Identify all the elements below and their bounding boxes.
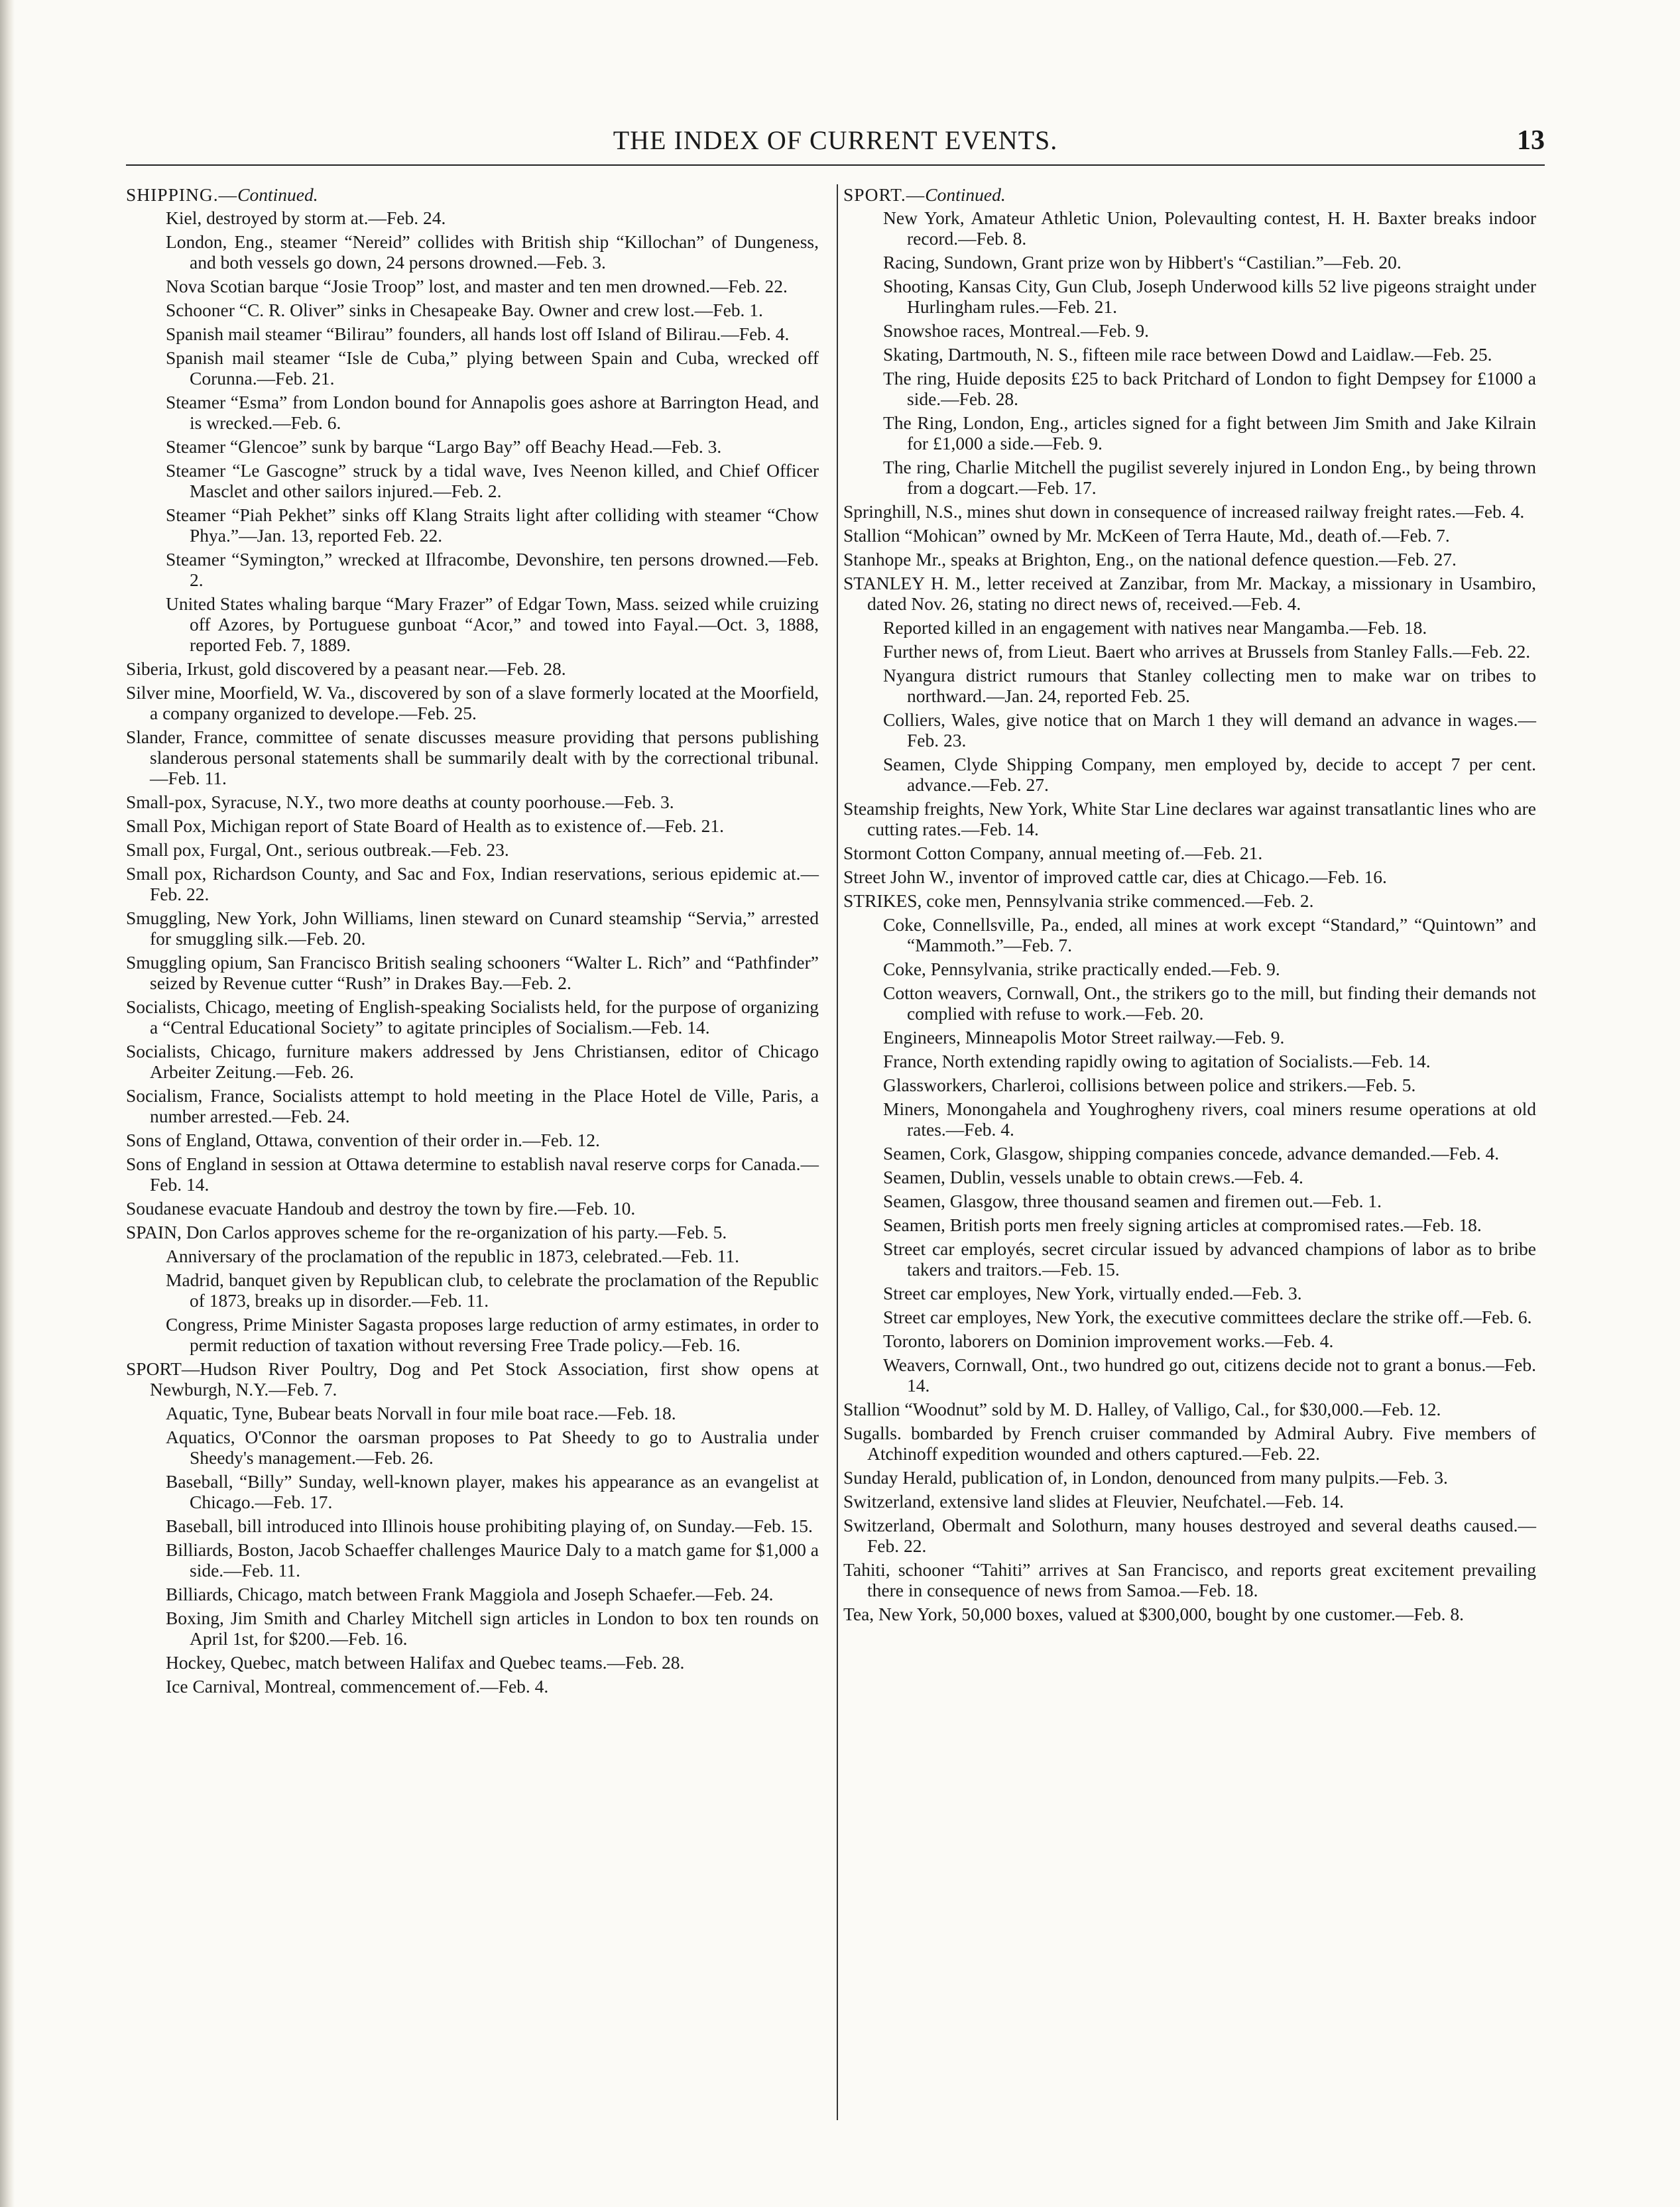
- section-heading: [126, 184, 819, 205]
- section-heading-label: SPORT.—: [843, 184, 926, 205]
- index-subentry: Shooting, Kansas City, Gun Club, Joseph Underwood kills 52 live pigeons straight under Hurlingham rules.—Feb. 21.: [883, 276, 1536, 317]
- index-entry: Small pox, Richardson County, and Sac and Fox, Indian reservations, serious epidemic at.—Feb. 22.: [126, 863, 819, 904]
- index-subentry: Weavers, Cornwall, Ont., two hundred go out, citizens decide not to grant a bonus.—Feb. 14.: [883, 1354, 1536, 1396]
- index-subentry: Ice Carnival, Montreal, commencement of.—Feb. 4.: [166, 1676, 549, 1697]
- index-subentry: The ring, Charlie Mitchell the pugilist severely injured in London Eng., by being thrown from a dogcart.—Feb. 17.: [883, 457, 1536, 498]
- column-divider: [837, 184, 838, 2120]
- index-subentry: Hockey, Quebec, match between Halifax and Quebec teams.—Feb. 28.: [166, 1652, 685, 1673]
- index-subentry: Aquatic, Tyne, Bubear beats Norvall in four mile boat race.—Feb. 18.: [166, 1403, 676, 1423]
- index-entry: Steamship freights, New York, White Star Line declares war against transatlantic lines who are cutting rates.—Feb. 14.: [843, 798, 1536, 839]
- index-subentry: Boxing, Jim Smith and Charley Mitchell sign articles in London to box ten rounds on April 1st, for $200.—Feb. 16.: [166, 1608, 819, 1649]
- index-subentry: New York, Amateur Athletic Union, Polevaulting contest, H. H. Baxter breaks indoor record.—Feb. 8.: [883, 208, 1536, 249]
- index-subentry: Billiards, Boston, Jacob Schaeffer challenges Maurice Daly to a match game for $1,000 a side.—Feb. 11.: [166, 1539, 819, 1581]
- index-subentry: Colliers, Wales, give notice that on March 1 they will demand an advance in wages.—Feb. 23.: [883, 709, 1536, 750]
- index-entry: Soudanese evacuate Handoub and destroy the town by fire.—Feb. 10.: [126, 1198, 636, 1219]
- index-subentry: The Ring, London, Eng., articles signed for a fight between Jim Smith and Jake Kilrain for £1,000 a side.—Feb. 9.: [883, 412, 1536, 453]
- left-column: [126, 184, 819, 1700]
- index-entry: Smuggling, New York, John Williams, linen steward on Cunard steamship “Servia,” arrested for smuggling silk.—Feb. 20.: [126, 908, 819, 949]
- index-subentry: Billiards, Chicago, match between Frank Maggiola and Joseph Schaefer.—Feb. 24.: [166, 1584, 774, 1604]
- index-subentry: Steamer “Esma” from London bound for Annapolis goes ashore at Barrington Head, and is wrecked.—Feb. 6.: [166, 392, 819, 433]
- right-column: [843, 184, 1536, 1628]
- index-subentry: Further news of, from Lieut. Baert who arrives at Brussels from Stanley Falls.—Feb. 22.: [883, 641, 1531, 662]
- index-subentry: Street car employes, New York, the executive committees declare the strike off.—Feb. 6.: [883, 1307, 1532, 1327]
- index-entry: Stallion “Mohican” owned by Mr. McKeen of Terra Haute, Md., death of.—Feb. 7.: [843, 525, 1450, 546]
- index-entry: Tea, New York, 50,000 boxes, valued at $300,000, bought by one customer.—Feb. 8.: [843, 1604, 1465, 1624]
- index-entry: Socialists, Chicago, meeting of English-speaking Socialists held, for the purpose of organizing a “Central Educational Society” to agitate principles of Socialism.—Feb. 14.: [126, 996, 819, 1038]
- index-entry: Siberia, Irkust, gold discovered by a peasant near.—Feb. 28.: [126, 658, 566, 679]
- index-entry: Small Pox, Michigan report of State Board of Health as to existence of.—Feb. 21.: [126, 815, 724, 836]
- index-subentry: Spanish mail steamer “Bilirau” founders, all hands lost off Island of Bilirau.—Feb. 4.: [166, 324, 790, 344]
- index-subentry: Steamer “Glencoe” sunk by barque “Largo Bay” off Beachy Head.—Feb. 3.: [166, 436, 722, 457]
- index-subentry: Street car employes, New York, virtually ended.—Feb. 3.: [883, 1283, 1302, 1303]
- index-subentry: Snowshoe races, Montreal.—Feb. 9.: [883, 320, 1149, 341]
- index-subentry: Coke, Pennsylvania, strike practically ended.—Feb. 9.: [883, 959, 1280, 979]
- index-entry: Socialists, Chicago, furniture makers addressed by Jens Christiansen, editor of Chicago Arbeiter Zeitung.—Feb. 26.: [126, 1041, 819, 1082]
- index-subentry: Steamer “Piah Pekhet” sinks off Klang Straits light after colliding with steamer “Chow Phya.”—Jan. 13, reported Feb. 22.: [166, 505, 819, 546]
- index-subentry: Seamen, Cork, Glasgow, shipping companies concede, advance demanded.—Feb. 4.: [883, 1143, 1500, 1163]
- index-entry: Stormont Cotton Company, annual meeting of.—Feb. 21.: [843, 843, 1263, 863]
- index-subentry: Spanish mail steamer “Isle de Cuba,” plying between Spain and Cuba, wrecked off Corunna.—Feb. 21.: [166, 347, 819, 388]
- index-entry: Small pox, Furgal, Ont., serious outbreak.—Feb. 23.: [126, 839, 509, 860]
- index-subentry: Skating, Dartmouth, N. S., fifteen mile race between Dowd and Laidlaw.—Feb. 25.: [883, 344, 1492, 365]
- index-subentry: London, Eng., steamer “Nereid” collides with British ship “Killochan” of Dungeness, and both vessels go down, 24 persons drowned.—Feb. 3.: [166, 231, 819, 272]
- index-subentry: Nova Scotian barque “Josie Troop” lost, and master and ten men drowned.—Feb. 22.: [166, 276, 788, 296]
- index-subentry: Steamer “Le Gascogne” struck by a tidal wave, Ives Neenon killed, and Chief Officer Masclet and other sailors injured.—Feb. 2.: [166, 460, 819, 501]
- index-subentry: The ring, Huide deposits £25 to back Pritchard of London to fight Dempsey for £1000 a side.—Feb. 28.: [883, 368, 1536, 409]
- index-entry: Tahiti, schooner “Tahiti” arrives at San Francisco, and reports great excitement prevailing there in consequence of news from Samoa.—Feb. 18.: [843, 1559, 1536, 1600]
- index-entry: SPAIN, Don Carlos approves scheme for the re-organization of his party.—Feb. 5.: [126, 1222, 727, 1242]
- index-subentry: Engineers, Minneapolis Motor Street railway.—Feb. 9.: [883, 1027, 1285, 1047]
- section-heading-continued: Continued.: [925, 184, 1006, 205]
- index-subentry: Steamer “Symington,” wrecked at Ilfracombe, Devonshire, ten persons drowned.—Feb. 2.: [166, 549, 819, 590]
- index-subentry: Kiel, destroyed by storm at.—Feb. 24.: [166, 208, 446, 228]
- index-subentry: Anniversary of the proclamation of the republic in 1873, celebrated.—Feb. 11.: [166, 1246, 739, 1266]
- index-subentry: Miners, Monongahela and Youghrogheny rivers, coal miners resume operations at old rates.—Feb. 4.: [883, 1099, 1536, 1140]
- index-subentry: United States whaling barque “Mary Frazer” of Edgar Town, Mass. seized while cruizing off Azores, by Portuguese gunboat “Acor,” and towed into Fayal.—Oct. 3, 1888, reported Feb. 7, 1889.: [166, 593, 819, 655]
- index-subentry: Toronto, laborers on Dominion improvement works.—Feb. 4.: [883, 1331, 1334, 1351]
- index-subentry: Seamen, Clyde Shipping Company, men employed by, decide to accept 7 per cent. advance.—Feb. 27.: [883, 754, 1536, 795]
- index-entry: Smuggling opium, San Francisco British sealing schooners “Walter L. Rich” and “Pathfinder” seized by Revenue cutter “Rush” in Drakes Bay.—Feb. 2.: [126, 952, 819, 993]
- index-subentry: Street car employés, secret circular issued by advanced champions of labor as to bribe takers and traitors.—Feb. 15.: [883, 1238, 1536, 1280]
- section-heading: [843, 184, 1536, 205]
- index-subentry: Seamen, Dublin, vessels unable to obtain crews.—Feb. 4.: [883, 1167, 1303, 1187]
- index-entry: STANLEY H. M., letter received at Zanzibar, from Mr. Mackay, a missionary in Usambiro, dated Nov. 26, stating no direct news of, received.—Feb. 4.: [843, 573, 1536, 614]
- header-rule: [126, 164, 1545, 166]
- index-subentry: Baseball, bill introduced into Illinois house prohibiting playing of, on Sunday.—Feb. 15.: [166, 1516, 813, 1536]
- index-subentry: Baseball, “Billy” Sunday, well-known player, makes his appearance as an evangelist at Chicago.—Feb. 17.: [166, 1471, 819, 1512]
- index-entry: Sons of England, Ottawa, convention of their order in.—Feb. 12.: [126, 1130, 600, 1150]
- index-entry: SPORT—Hudson River Poultry, Dog and Pet Stock Association, first show opens at Newburgh, N.Y.—Feb. 7.: [126, 1358, 819, 1400]
- section-heading-continued: Continued.: [237, 184, 318, 205]
- index-entry: Switzerland, extensive land slides at Fleuvier, Neufchatel.—Feb. 14.: [843, 1491, 1344, 1512]
- index-entry: Sons of England in session at Ottawa determine to establish naval reserve corps for Canada.—Feb. 14.: [126, 1154, 819, 1195]
- index-entry: Socialism, France, Socialists attempt to hold meeting in the Place Hotel de Ville, Paris, a number arrested.—Feb. 24.: [126, 1085, 819, 1126]
- index-entry: Springhill, N.S., mines shut down in consequence of increased railway freight rates.—Feb. 4.: [843, 501, 1525, 522]
- index-subentry: Madrid, banquet given by Republican club, to celebrate the proclamation of the Republic of 1873, breaks up in disorder.—Feb. 11.: [166, 1270, 819, 1311]
- section-heading-label: SHIPPING.—: [126, 184, 238, 205]
- index-entry: Small-pox, Syracuse, N.Y., two more deaths at county poorhouse.—Feb. 3.: [126, 792, 674, 812]
- index-entry: Street John W., inventor of improved cattle car, dies at Chicago.—Feb. 16.: [843, 866, 1387, 887]
- index-entry: Slander, France, committee of senate discusses measure providing that persons publishing slanderous personal statements shall be summarily dealt with by the correctional tribunal.—Feb. 11.: [126, 727, 819, 788]
- index-subentry: Aquatics, O'Connor the oarsman proposes to Pat Sheedy to go to Australia under Sheedy's management.—Feb. 26.: [166, 1427, 819, 1468]
- index-subentry: Glassworkers, Charleroi, collisions between police and strikers.—Feb. 5.: [883, 1075, 1416, 1095]
- scanned-page-edge: [0, 0, 15, 2207]
- index-entry: Switzerland, Obermalt and Solothurn, many houses destroyed and several deaths caused.—Feb. 22.: [843, 1515, 1536, 1556]
- index-subentry: Seamen, Glasgow, three thousand seamen and firemen out.—Feb. 1.: [883, 1191, 1382, 1211]
- index-entry: Silver mine, Moorfield, W. Va., discovered by son of a slave formerly located at the Moorfield, a company organized to develope.—Feb. 25.: [126, 682, 819, 723]
- index-subentry: France, North extending rapidly owing to agitation of Socialists.—Feb. 14.: [883, 1051, 1431, 1071]
- index-subentry: Seamen, British ports men freely signing articles at compromised rates.—Feb. 18.: [883, 1215, 1482, 1235]
- index-subentry: Racing, Sundown, Grant prize won by Hibbert's “Castilian.”—Feb. 20.: [883, 252, 1402, 272]
- index-subentry: Reported killed in an engagement with natives near Mangamba.—Feb. 18.: [883, 617, 1427, 638]
- index-subentry: Congress, Prime Minister Sagasta proposes large reduction of army estimates, in order to permit reduction of taxation without reversing Free Trade policy.—Feb. 16.: [166, 1314, 819, 1355]
- index-subentry: Coke, Connellsville, Pa., ended, all mines at work except “Standard,” “Quintown” and “Mammoth.”—Feb. 7.: [883, 914, 1536, 955]
- page-number: 13: [1517, 125, 1545, 156]
- index-entry: Stanhope Mr., speaks at Brighton, Eng., on the national defence question.—Feb. 27.: [843, 549, 1457, 569]
- index-subentry: Nyangura district rumours that Stanley collecting men to make war on tribes to northward.—Jan. 24, reported Feb. 25.: [883, 665, 1536, 706]
- index-subentry: Cotton weavers, Cornwall, Ont., the strikers go to the mill, but finding their demands not complied with refuse to work.—Feb. 20.: [883, 983, 1536, 1024]
- index-entry: Stallion “Woodnut” sold by M. D. Halley, of Valligo, Cal., for $30,000.—Feb. 12.: [843, 1399, 1441, 1419]
- running-title: THE INDEX OF CURRENT EVENTS.: [613, 125, 1058, 155]
- index-subentry: Schooner “C. R. Oliver” sinks in Chesapeake Bay. Owner and crew lost.—Feb. 1.: [166, 300, 763, 320]
- index-entry: STRIKES, coke men, Pennsylvania strike commenced.—Feb. 2.: [843, 890, 1314, 911]
- page-header: [126, 125, 1545, 158]
- index-entry: Sunday Herald, publication of, in London, denounced from many pulpits.—Feb. 3.: [843, 1467, 1448, 1488]
- index-entry: Sugalls. bombarded by French cruiser commanded by Admiral Aubry. Five members of Atchinoff expedition wounded and others captured.—Feb. 22.: [843, 1423, 1536, 1464]
